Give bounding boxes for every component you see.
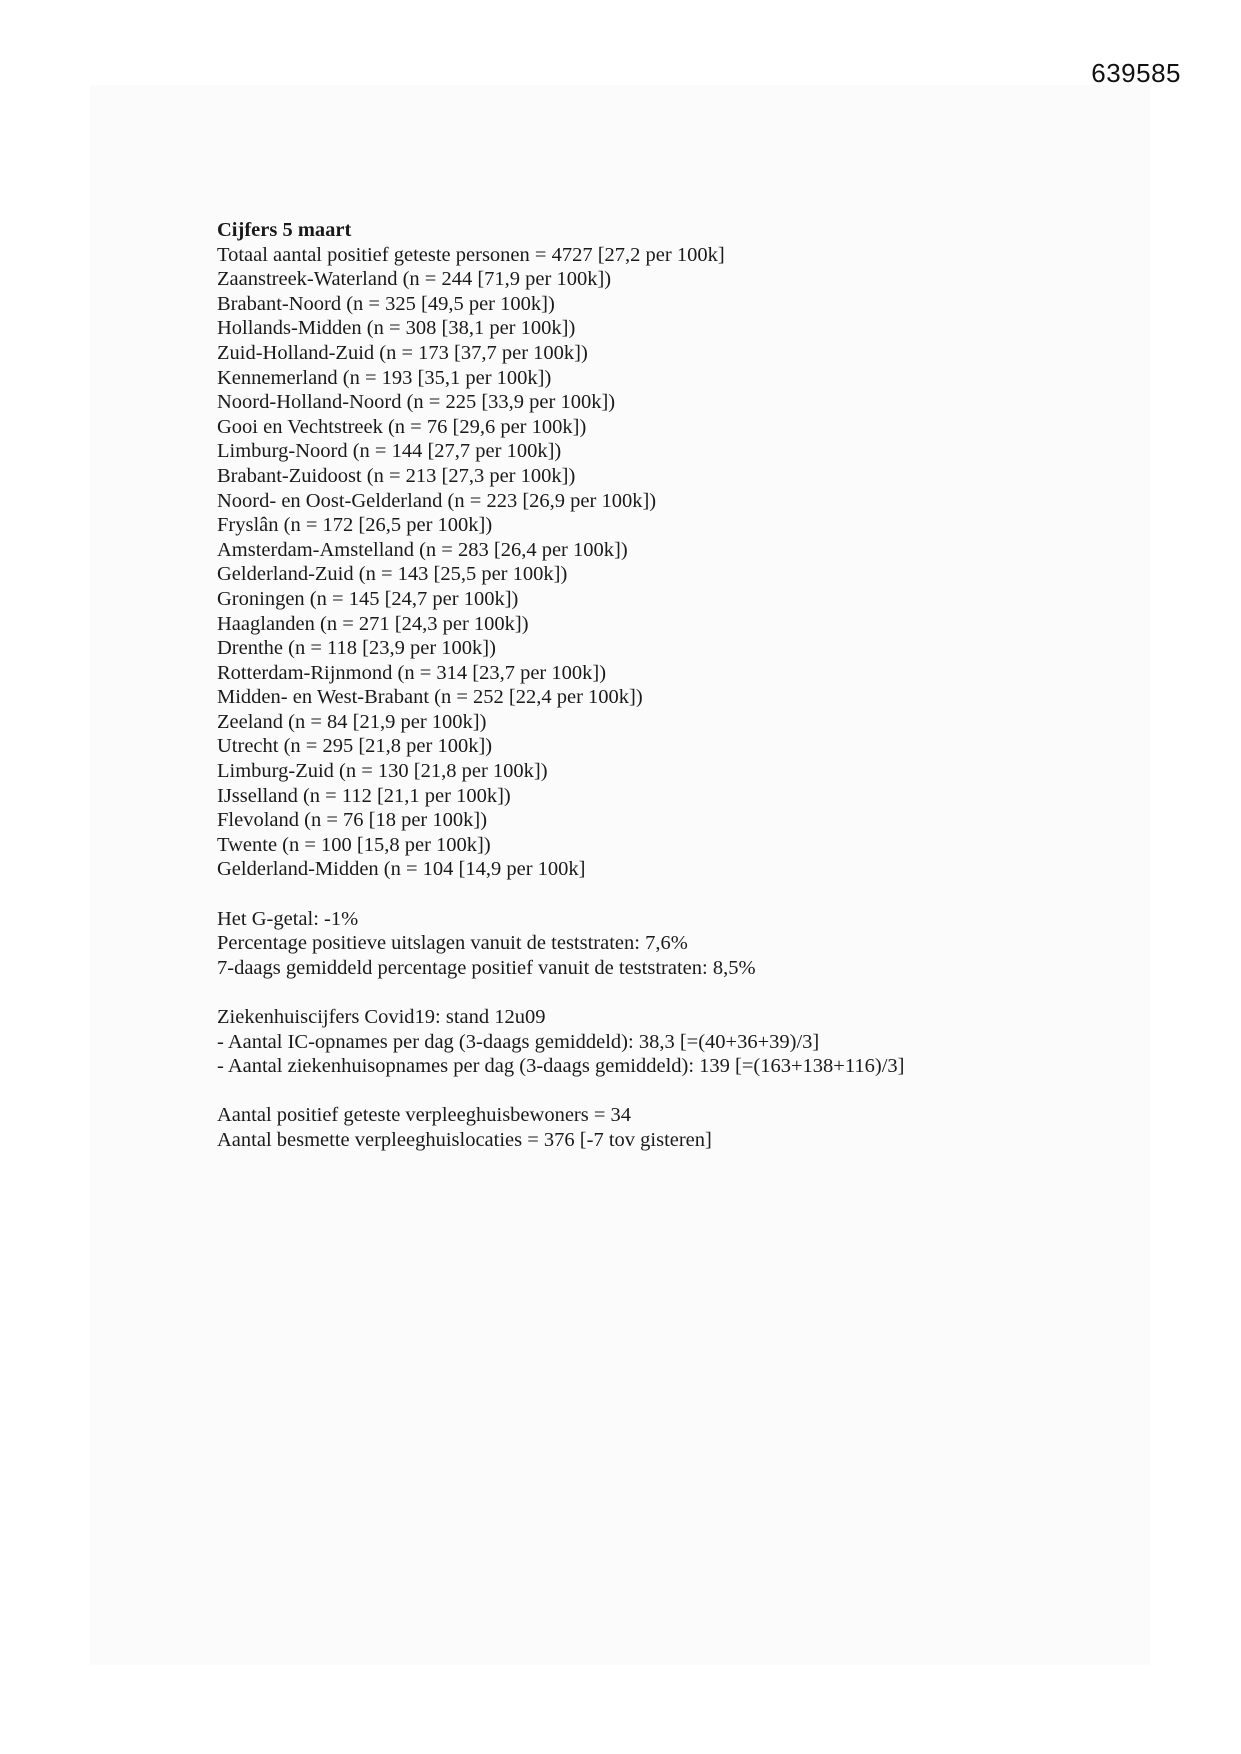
- region-line: Gooi en Vechtstreek (n = 76 [29,6 per 100k]): [217, 415, 587, 438]
- region-line: Hollands-Midden (n = 308 [38,1 per 100k]): [217, 317, 576, 340]
- g-number-line: Het G-getal: -1%: [217, 907, 359, 930]
- region-line: Twente (n = 100 [15,8 per 100k]): [217, 833, 491, 856]
- region-line: IJsselland (n = 112 [21,1 per 100k]): [217, 784, 511, 807]
- nursing-home-residents-line: Aantal positief geteste verpleeghuisbewoners = 34: [217, 1104, 632, 1127]
- region-line: Rotterdam-Rijnmond (n = 314 [23,7 per 100k]): [217, 661, 607, 684]
- hospital-admissions-line: - Aantal ziekenhuisopnames per dag (3-daags gemiddeld): 139 [=(163+138+116)/3]: [217, 1055, 905, 1078]
- seven-day-average-line: 7-daags gemiddeld percentage positief vanuit de teststraten: 8,5%: [217, 956, 756, 979]
- region-line: Gelderland-Zuid (n = 143 [25,5 per 100k]): [217, 563, 568, 586]
- region-list: [217, 267, 904, 882]
- nursing-home-figures: [217, 1103, 904, 1152]
- region-line: Zaanstreek-Waterland (n = 244 [71,9 per 100k]): [217, 268, 612, 291]
- ic-admissions-line: - Aantal IC-opnames per dag (3-daags gemiddeld): 38,3 [=(40+36+39)/3]: [217, 1030, 820, 1053]
- region-line: Flevoland (n = 76 [18 per 100k]): [217, 809, 488, 832]
- region-line: Utrecht (n = 295 [21,8 per 100k]): [217, 735, 493, 758]
- region-line: Amsterdam-Amstelland (n = 283 [26,4 per 100k]): [217, 538, 628, 561]
- region-line: Noord-Holland-Noord (n = 225 [33,9 per 100k]): [217, 391, 616, 414]
- region-line: Brabant-Noord (n = 325 [49,5 per 100k]): [217, 292, 555, 315]
- spacer: [217, 980, 904, 1005]
- region-line: Brabant-Zuidoost (n = 213 [27,3 per 100k]): [217, 464, 576, 487]
- hospital-heading: Ziekenhuiscijfers Covid19: stand 12u09: [217, 1006, 546, 1028]
- document-body: [217, 218, 904, 1153]
- region-line: Midden- en West-Brabant (n = 252 [22,4 per 100k]): [217, 686, 643, 709]
- region-line: Zuid-Holland-Zuid (n = 173 [37,7 per 100k]): [217, 341, 588, 364]
- total-line: Totaal aantal positief geteste personen = 4727 [27,2 per 100k]: [217, 243, 725, 266]
- region-line: Groningen (n = 145 [24,7 per 100k]): [217, 587, 519, 610]
- spacer: [217, 882, 904, 907]
- region-line: Kennemerland (n = 193 [35,1 per 100k]): [217, 366, 552, 389]
- region-line: Limburg-Noord (n = 144 [27,7 per 100k]): [217, 440, 562, 463]
- region-line: Gelderland-Midden (n = 104 [14,9 per 100k]: [217, 858, 586, 881]
- region-line: Zeeland (n = 84 [21,9 per 100k]): [217, 710, 487, 733]
- positive-percentage-line: Percentage positieve uitslagen vanuit de teststraten: 7,6%: [217, 932, 688, 955]
- region-line: Haaglanden (n = 271 [24,3 per 100k]): [217, 612, 529, 635]
- test-stats: [217, 907, 904, 981]
- region-line: Drenthe (n = 118 [23,9 per 100k]): [217, 637, 496, 660]
- region-line: Noord- en Oost-Gelderland (n = 223 [26,9 per 100k]): [217, 489, 657, 512]
- region-line: Fryslân (n = 172 [26,5 per 100k]): [217, 514, 493, 537]
- document-number: 639585: [1091, 58, 1181, 88]
- document-title: Cijfers 5 maart: [217, 219, 352, 241]
- nursing-home-locations-line: Aantal besmette verpleeghuislocaties = 376 [-7 tov gisteren]: [217, 1128, 712, 1151]
- spacer: [217, 1079, 904, 1104]
- hospital-figures: [217, 1005, 904, 1079]
- region-line: Limburg-Zuid (n = 130 [21,8 per 100k]): [217, 760, 548, 783]
